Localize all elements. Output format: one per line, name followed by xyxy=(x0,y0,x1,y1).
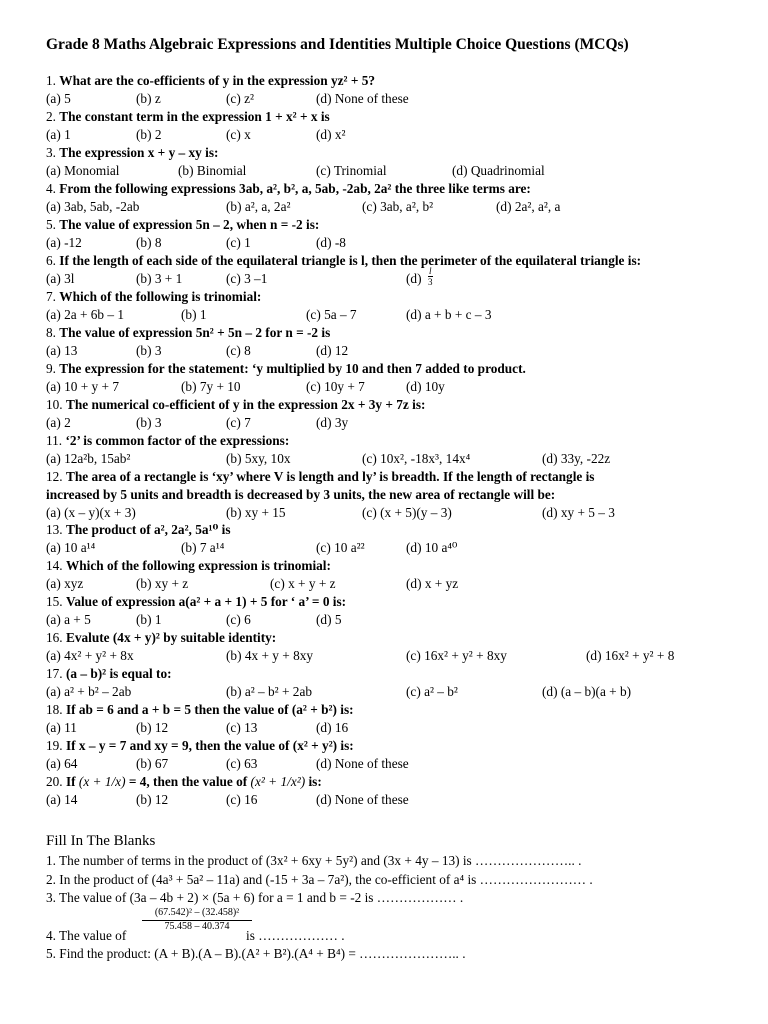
question-11 xyxy=(46,432,289,450)
question-text: The value of expression 5n – 2, when n = -2 is: xyxy=(59,217,320,232)
option-c: (c) a² – b² xyxy=(406,684,458,699)
option-c: (c) 10 a²² xyxy=(316,540,365,555)
question-9 xyxy=(46,360,526,378)
question-4 xyxy=(46,180,531,198)
fraction-l-over-3 xyxy=(428,266,433,287)
option-d: (d) Quadrinomial xyxy=(452,163,545,178)
question-number: 4. xyxy=(46,181,60,196)
option-a: (a) 2a + 6b – 1 xyxy=(46,307,125,322)
question-text: (a – b)² is equal to: xyxy=(65,666,172,681)
question-14 xyxy=(46,557,331,575)
option-b: (b) 5xy, 10x xyxy=(226,451,291,466)
option-d: (d) 5 xyxy=(316,612,342,627)
option-b: (b) xy + 15 xyxy=(226,505,286,520)
option-b: (b) 4x + y + 8xy xyxy=(226,648,314,663)
question-15 xyxy=(46,593,346,611)
option-a: (a) -12 xyxy=(46,235,82,250)
question-text: Which of the following expression is trinomial: xyxy=(65,558,331,573)
question-text: From the following expressions 3ab, a², b², a, 5ab, -2ab, 2a² the three like terms are: xyxy=(59,181,531,196)
option-a: (a) 14 xyxy=(46,792,78,807)
option-c: (c) 10x², -18x³, 14x⁴ xyxy=(362,451,471,466)
fraction-numerator: l xyxy=(428,266,432,276)
fill-item-5: 5. Find the product: (A + B).(A – B).(A² + B²).(A⁴ + B⁴) = ………………….. . xyxy=(46,946,466,961)
option-a: (a) 3ab, 5ab, -2ab xyxy=(46,199,140,214)
question-text: Which of the following is trinomial: xyxy=(59,289,262,304)
option-d: (d) 3y xyxy=(316,415,349,430)
fill-item-3: 3. The value of (3a – 4b + 2) × (5a + 6) for a = 1 and b = -2 is ……………… . xyxy=(46,890,464,905)
question-number: 3. xyxy=(46,145,60,160)
option-c: (c) 63 xyxy=(226,756,258,771)
option-a: (a) 13 xyxy=(46,343,78,358)
fill4-tail: is ……………… . xyxy=(246,928,345,943)
option-c: (c) x + y + z xyxy=(270,576,336,591)
question-number: 18. xyxy=(46,702,66,717)
option-b: (b) xy + z xyxy=(136,576,189,591)
question-number: 2. xyxy=(46,109,60,124)
question-number: 19. xyxy=(46,738,66,753)
question-text: ‘2’ is common factor of the expressions: xyxy=(65,433,290,448)
fill-section-title: Fill In The Blanks xyxy=(46,833,156,849)
option-a: (a) 3l xyxy=(46,271,75,286)
option-d: (d) xyxy=(406,271,422,286)
question-text: The area of a rectangle is ‘xy’ where V is length and ly’ is breadth. If the length of rectangle is xyxy=(65,469,595,484)
option-c: (c) 7 xyxy=(226,415,251,430)
question-3 xyxy=(46,144,218,162)
question-text: The numerical co-efficient of y in the expression 2x + 3y + 7z is: xyxy=(65,397,426,412)
question-number: 12. xyxy=(46,469,66,484)
option-a: (a) 64 xyxy=(46,756,78,771)
math-expression: (x + 1/x) xyxy=(78,774,126,789)
fill-item-2: 2. In the product of (4a³ + 5a² – 11a) and (-15 + 3a – 7a²), the co-efficient of a⁴ is …………………… . xyxy=(46,872,593,887)
option-c: (c) 6 xyxy=(226,612,251,627)
option-b: (b) 12 xyxy=(136,792,169,807)
option-b: (b) 67 xyxy=(136,756,169,771)
question-number: 20. xyxy=(46,774,66,789)
question-text-pre: If xyxy=(65,774,79,789)
question-text: If ab = 6 and a + b = 5 then the value of (a² + b²) is: xyxy=(65,702,354,717)
option-b: (b) 7 a¹⁴ xyxy=(181,540,225,555)
option-d: (d) xy + 5 – 3 xyxy=(542,505,615,520)
option-b: (b) a² – b² + 2ab xyxy=(226,684,312,699)
option-a: (a) (x – y)(x + 3) xyxy=(46,505,136,520)
option-a: (a) Monomial xyxy=(46,163,120,178)
question-8 xyxy=(46,324,330,342)
option-b: (b) 1 xyxy=(136,612,162,627)
question-text: Evalute (4x + y)² by suitable identity: xyxy=(65,630,277,645)
option-d: (d) 16 xyxy=(316,720,349,735)
question-10 xyxy=(46,396,425,414)
fill4-numerator: (67.542)² – (32.458)² xyxy=(154,907,240,918)
question-text: What are the co-efficients of y in the expression yz² + 5? xyxy=(59,73,376,88)
option-d: (d) 16x² + y² + 8 xyxy=(586,648,675,663)
question-number: 5. xyxy=(46,217,60,232)
question-5 xyxy=(46,216,319,234)
option-c: (c) 3ab, a², b² xyxy=(362,199,434,214)
question-number: 17. xyxy=(46,666,66,681)
question-7 xyxy=(46,288,261,306)
option-d: (d) None of these xyxy=(316,756,409,771)
fill-item-1: 1. The number of terms in the product of (3x² + 6xy + 5y²) and (3x + 4y – 13) is ………………….. . xyxy=(46,853,582,868)
option-a: (a) xyz xyxy=(46,576,84,591)
option-d: (d) None of these xyxy=(316,792,409,807)
question-text: The expression x + y – xy is: xyxy=(59,145,219,160)
fill-item-4: 4. The value of xyxy=(46,928,127,943)
option-a: (a) 5 xyxy=(46,91,71,106)
option-d: (d) x + yz xyxy=(406,576,459,591)
option-c: (c) 16 xyxy=(226,792,258,807)
question-18 xyxy=(46,701,354,719)
question-2 xyxy=(46,108,330,126)
question-text: If the length of each side of the equilateral triangle is l, then the perimeter of the equilateral triangle is: xyxy=(59,253,642,268)
question-number: 11. xyxy=(46,433,66,448)
option-c: (c) (x + 5)(y – 3) xyxy=(362,505,452,520)
question-text: The value of expression 5n² + 5n – 2 for n = -2 is xyxy=(59,325,331,340)
option-d: (d) 12 xyxy=(316,343,349,358)
option-c: (c) 5a – 7 xyxy=(306,307,357,322)
option-d: (d) 10 a⁴⁰ xyxy=(406,540,458,555)
question-20 xyxy=(46,773,322,791)
option-c: (c) z² xyxy=(226,91,254,106)
question-number: 14. xyxy=(46,558,66,573)
question-13 xyxy=(46,521,231,539)
question-number: 10. xyxy=(46,397,66,412)
option-a: (a) 1 xyxy=(46,127,71,142)
option-a: (a) 12a²b, 15ab² xyxy=(46,451,131,466)
option-d: (d) x² xyxy=(316,127,346,142)
page-title: Grade 8 Maths Algebraic Expressions and Identities Multiple Choice Questions (MCQs) xyxy=(46,36,629,53)
option-b: (b) 2 xyxy=(136,127,162,142)
question-6 xyxy=(46,252,641,270)
option-c: (c) x xyxy=(226,127,251,142)
option-c: (c) 10y + 7 xyxy=(306,379,365,394)
option-a: (a) a + 5 xyxy=(46,612,91,627)
question-text: The expression for the statement: ‘y multiplied by 10 and then 7 added to product. xyxy=(59,361,526,376)
option-d: (d) (a – b)(a + b) xyxy=(542,684,632,699)
question-1 xyxy=(46,72,375,90)
option-a: (a) 4x² + y² + 8x xyxy=(46,648,134,663)
question-number: 9. xyxy=(46,361,60,376)
option-a: (a) 11 xyxy=(46,720,77,735)
option-d: (d) 10y xyxy=(406,379,445,394)
option-b: (b) 3 xyxy=(136,343,162,358)
option-b: (b) Binomial xyxy=(178,163,247,178)
fill4-fraction xyxy=(142,907,252,933)
question-number: 1. xyxy=(46,73,60,88)
question-12 xyxy=(46,468,594,486)
option-d: (d) None of these xyxy=(316,91,409,106)
question-17 xyxy=(46,665,172,683)
option-d: (d) 2a², a², a xyxy=(496,199,561,214)
option-d: (d) -8 xyxy=(316,235,346,250)
option-b: (b) a², a, 2a² xyxy=(226,199,291,214)
question-19 xyxy=(46,737,354,755)
option-b: (b) 8 xyxy=(136,235,162,250)
question-number: 15. xyxy=(46,594,66,609)
question-12-continued xyxy=(46,486,555,504)
math-expression: (x² + 1/x²) xyxy=(250,774,306,789)
question-number: 6. xyxy=(46,253,60,268)
question-number: 8. xyxy=(46,325,60,340)
option-b: (b) 12 xyxy=(136,720,169,735)
option-c: (c) 13 xyxy=(226,720,258,735)
option-d: (d) 33y, -22z xyxy=(542,451,611,466)
option-b: (b) 3 + 1 xyxy=(136,271,183,286)
option-c: (c) 16x² + y² + 8xy xyxy=(406,648,507,663)
question-text-mid: = 4, then the value of xyxy=(125,774,251,789)
option-c: (c) 8 xyxy=(226,343,251,358)
option-a: (a) 10 a¹⁴ xyxy=(46,540,96,555)
question-number: 7. xyxy=(46,289,60,304)
question-text: If x – y = 7 and xy = 9, then the value of (x² + y²) is: xyxy=(65,738,354,753)
question-text-continued: increased by 5 units and breadth is decreased by 3 units, the new area of rectangle will be: xyxy=(46,487,556,502)
option-a: (a) 2 xyxy=(46,415,71,430)
question-text: The constant term in the expression 1 + x² + x is xyxy=(59,109,330,124)
question-number: 13. xyxy=(46,522,66,537)
question-text: The product of a², 2a², 5a¹⁰ is xyxy=(65,522,231,537)
option-b: (b) z xyxy=(136,91,161,106)
option-c: (c) 3 –1 xyxy=(226,271,268,286)
option-a: (a) a² + b² – 2ab xyxy=(46,684,132,699)
fraction-denominator: 3 xyxy=(428,277,433,287)
fill4-denominator: 75.458 – 40.374 xyxy=(142,920,252,933)
question-text-post: is: xyxy=(305,774,322,789)
question-number: 16. xyxy=(46,630,66,645)
option-b: (b) 3 xyxy=(136,415,162,430)
option-c: (c) Trinomial xyxy=(316,163,387,178)
question-16 xyxy=(46,629,276,647)
option-c: (c) 1 xyxy=(226,235,251,250)
option-a: (a) 10 + y + 7 xyxy=(46,379,119,394)
question-text: Value of expression a(a² + a + 1) + 5 for ‘ a’ = 0 is: xyxy=(65,594,347,609)
option-b: (b) 1 xyxy=(181,307,207,322)
option-b: (b) 7y + 10 xyxy=(181,379,241,394)
option-d: (d) a + b + c – 3 xyxy=(406,307,492,322)
